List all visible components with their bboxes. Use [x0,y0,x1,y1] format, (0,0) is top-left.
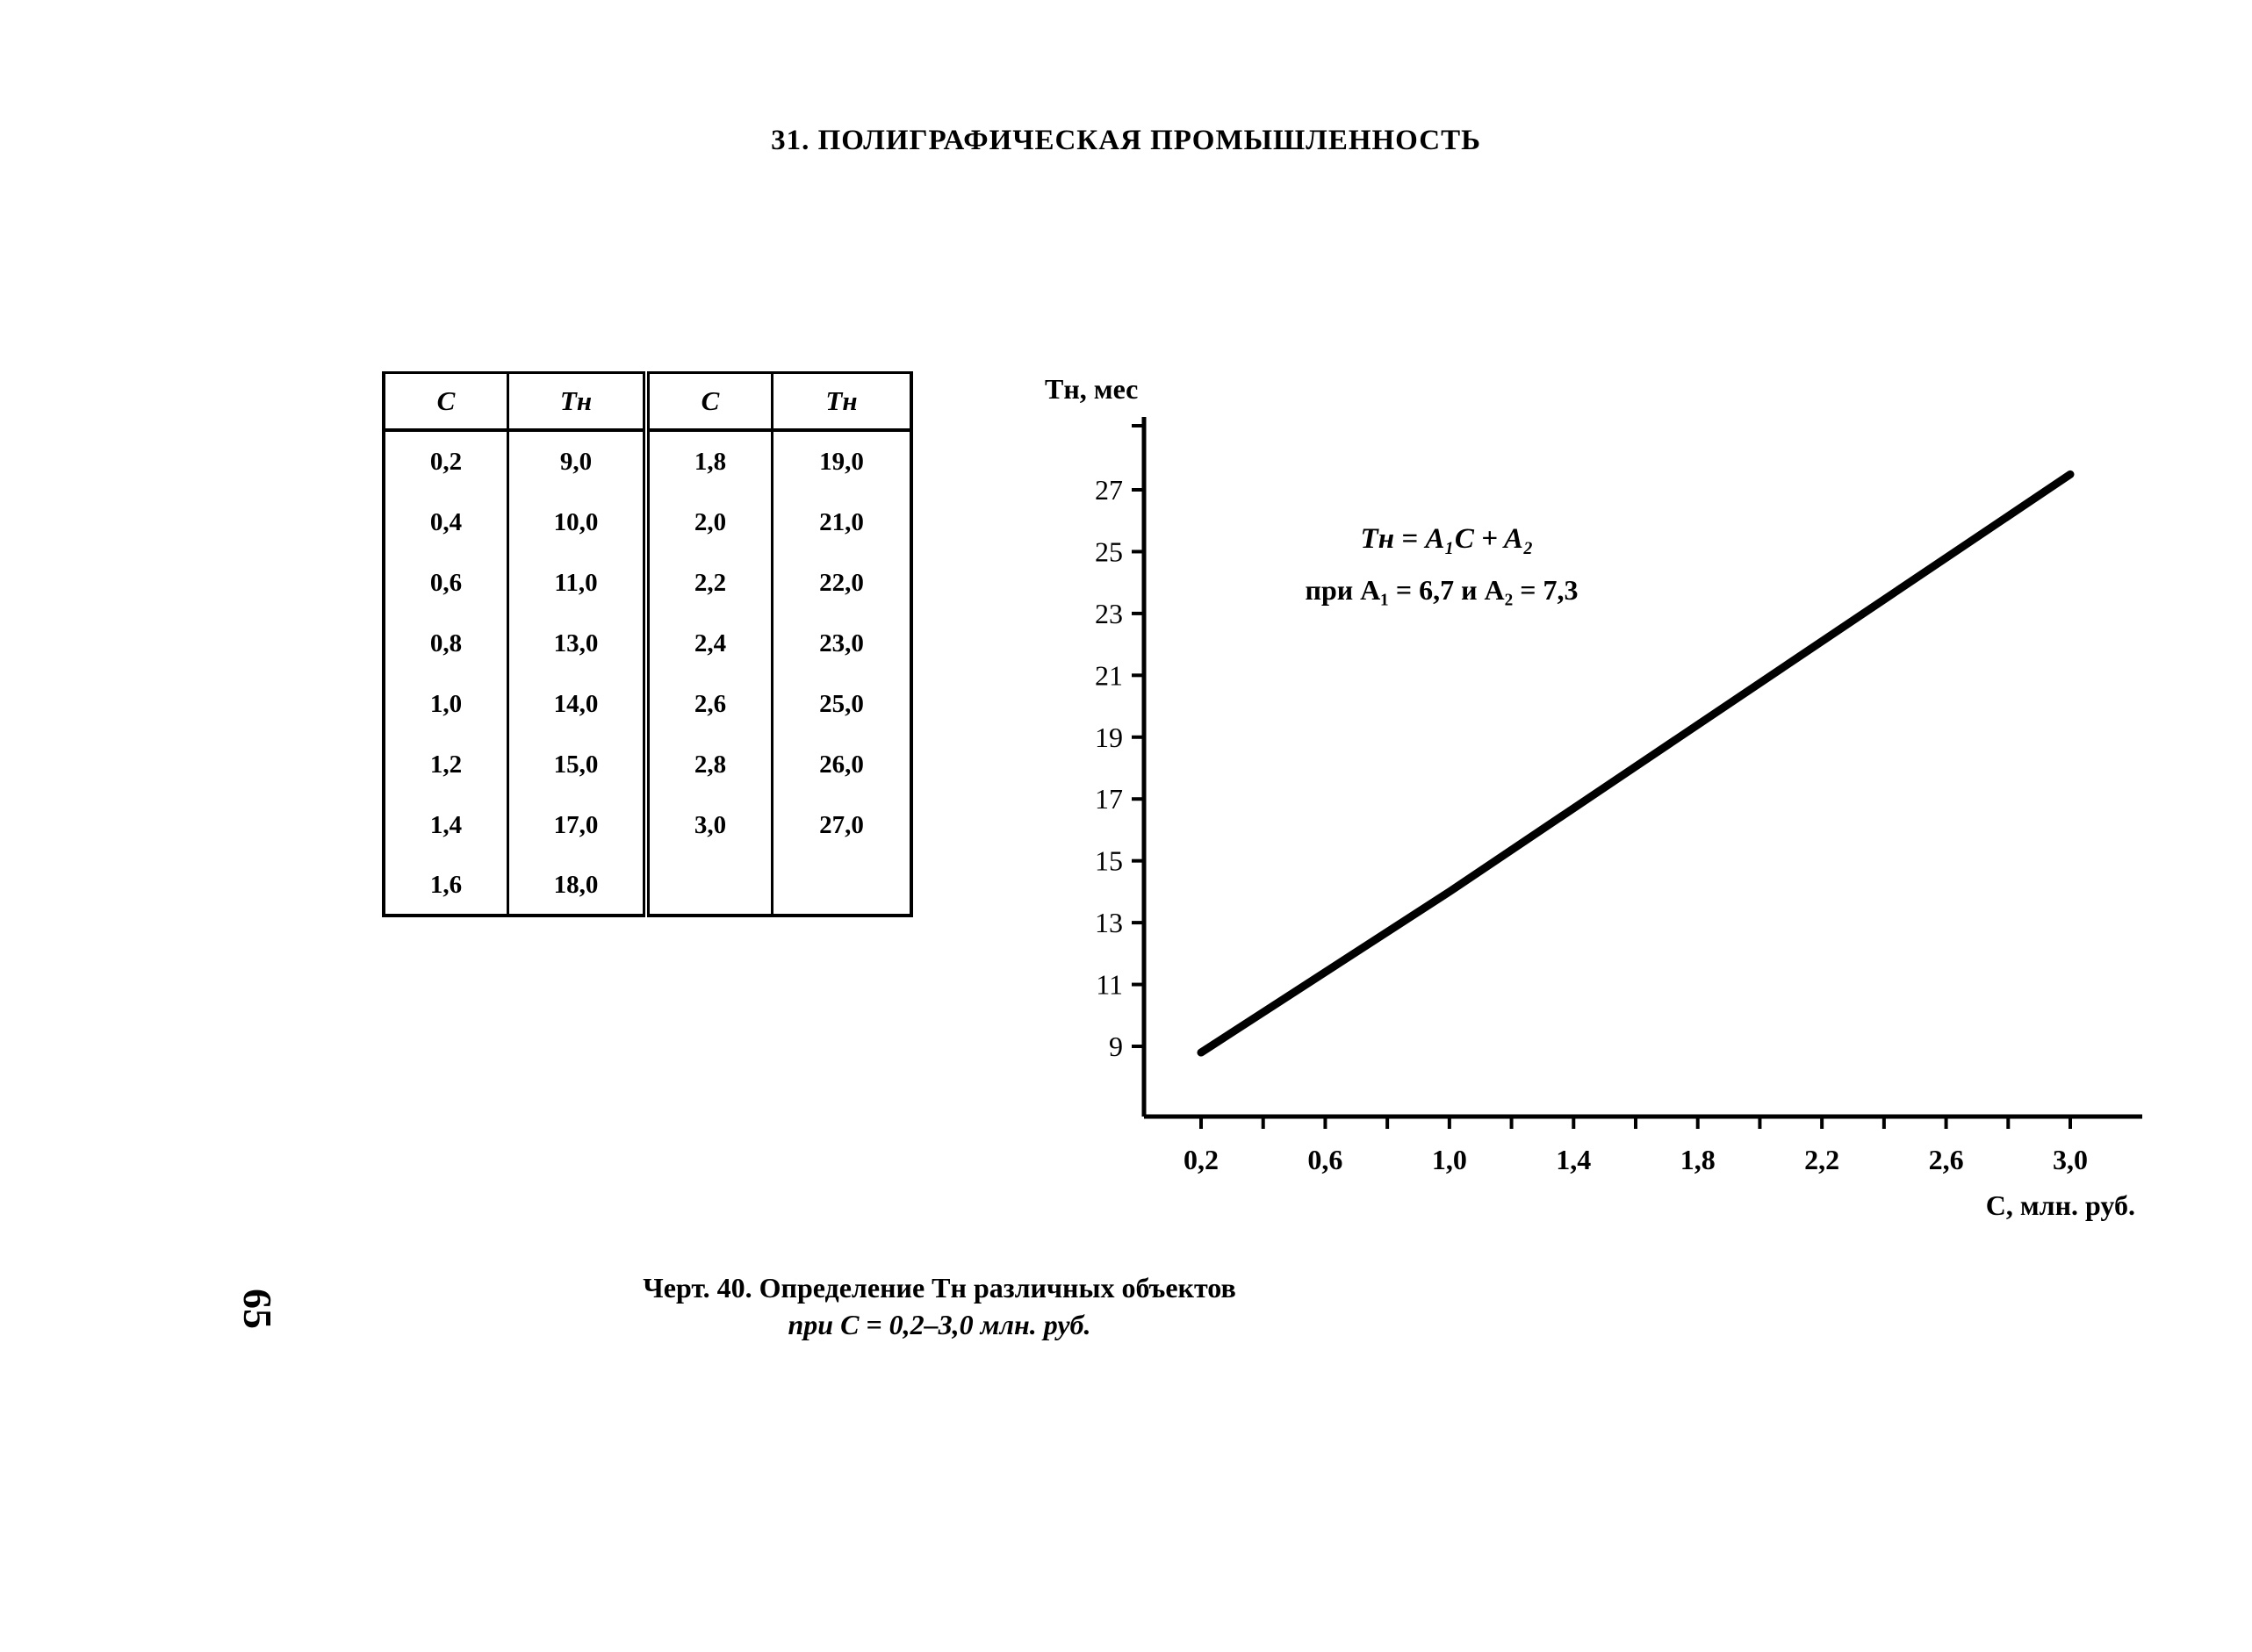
parameters-annotation: при A₁ = 6,7 и A₂ = 7,3 [1305,574,1579,606]
page-number: 65 [235,1289,280,1329]
table-cell: 22,0 [773,553,912,614]
x-tick-label: 0,2 [1184,1144,1219,1175]
table-cell: 0,6 [384,553,508,614]
table-cell: 1,2 [384,735,508,795]
y-tick-label: 13 [1095,907,1123,939]
x-tick-label: 1,8 [1680,1144,1716,1175]
y-axis-label: Tн, мес [1045,373,1139,405]
table-cell: 15,0 [508,735,647,795]
formula-annotation: Tн = A₁C + A₂ [1360,523,1534,555]
y-tick-label: 21 [1095,659,1123,692]
table-header-tn: Tн [508,373,647,431]
table-cell: 9,0 [508,430,647,492]
x-axis-label: C, млн. руб. [1985,1189,2135,1221]
x-tick-label: 2,6 [1928,1144,1964,1175]
page-heading: 31. ПОЛИГРАФИЧЕСКАЯ ПРОМЫШЛЕННОСТЬ [771,125,1481,156]
table-cell: 0,4 [384,492,508,553]
table-cell: 2,0 [646,492,773,553]
figure-caption [0,1269,1879,1343]
table-cell: 1,6 [384,856,508,916]
y-tick-label: 9 [1109,1031,1123,1062]
table-cell: 3,0 [646,795,773,856]
table-cell: 2,8 [646,735,773,795]
table-cell: 2,4 [646,614,773,674]
table-cell: 27,0 [773,795,912,856]
table-cell: 14,0 [508,674,647,735]
table-cell: 1,0 [384,674,508,735]
table-cell: 1,4 [384,795,508,856]
table-cell: 2,6 [646,674,773,735]
table-cell: 25,0 [773,674,912,735]
y-tick-label: 25 [1095,535,1123,568]
table-header-c: C [384,373,508,431]
y-tick-label: 19 [1095,721,1123,753]
y-tick-label: 15 [1095,844,1123,877]
table-cell: 10,0 [508,492,647,553]
table-cell: 2,2 [646,553,773,614]
x-tick-label: 2,2 [1804,1144,1840,1175]
series-line [1201,474,2070,1052]
y-tick-label: 17 [1095,783,1123,815]
table-cell: 0,2 [384,430,508,492]
y-tick-label: 11 [1096,968,1123,1001]
table-cell: 1,8 [646,430,773,492]
x-tick-label: 1,0 [1431,1144,1467,1175]
caption-line-1: Черт. 40. Определение Tн различных объектов [643,1272,1236,1304]
x-tick-label: 0,6 [1307,1144,1343,1175]
table-cell: 0,8 [384,614,508,674]
x-tick-label: 3,0 [2053,1144,2088,1175]
table-cell: 18,0 [508,856,647,916]
table-header-tn: Tн [773,373,912,431]
table-cell: 11,0 [508,553,647,614]
table-cell: 13,0 [508,614,647,674]
table-cell: 23,0 [773,614,912,674]
table-cell: 19,0 [773,430,912,492]
x-tick-label: 1,4 [1556,1144,1592,1175]
table-header-c: C [646,373,773,431]
table-cell: 26,0 [773,735,912,795]
caption-line-2: при C = 0,2–3,0 млн. руб. [788,1309,1091,1340]
table-cell: 17,0 [508,795,647,856]
y-tick-label: 27 [1095,474,1123,506]
table-cell: 21,0 [773,492,912,553]
y-tick-label: 23 [1095,597,1123,629]
